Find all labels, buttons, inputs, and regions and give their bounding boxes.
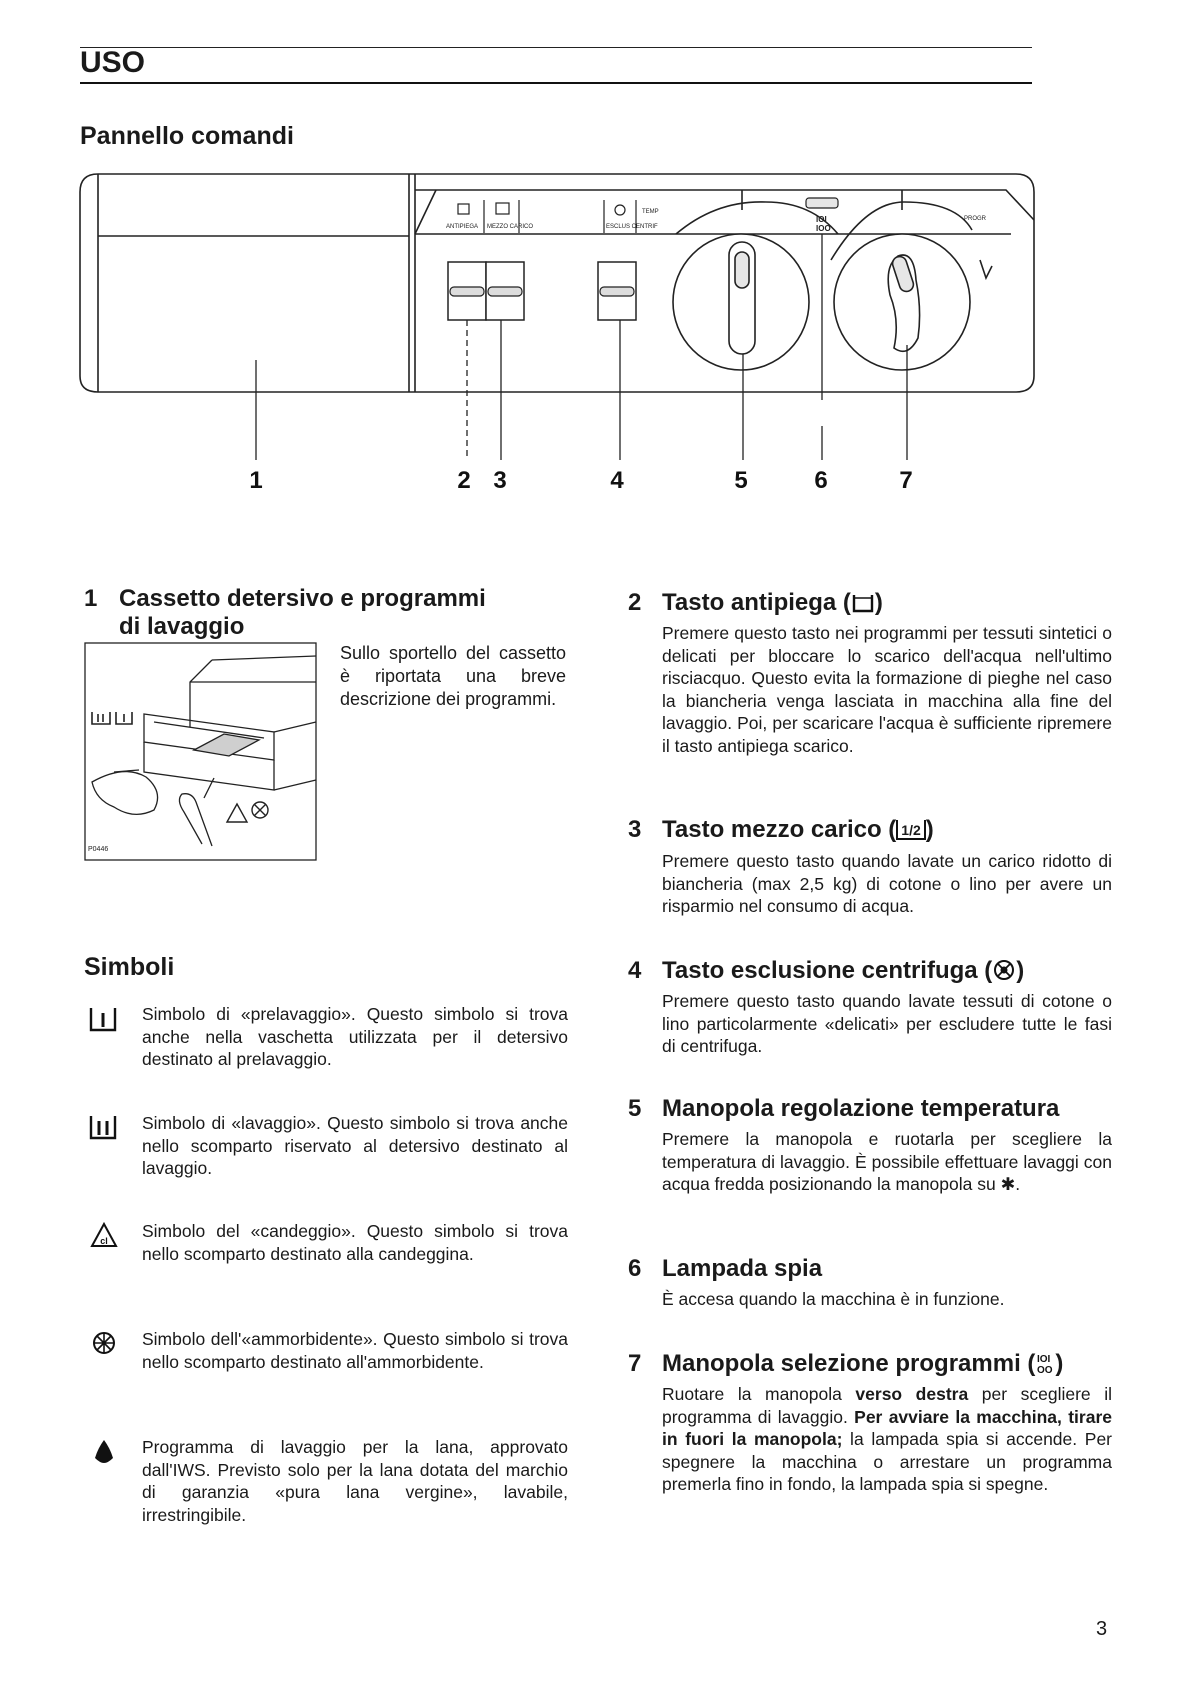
item-4-number: 4 <box>628 957 642 984</box>
header-top-rule <box>80 47 1032 48</box>
lamp-indicator-drawing <box>806 198 838 208</box>
symbols-title: Simboli <box>84 953 175 981</box>
callout-3: 3 <box>493 467 507 494</box>
item-4-title-end: ) <box>1016 957 1025 984</box>
item-1-number: 1 <box>84 585 98 612</box>
item-2-title <box>662 589 883 617</box>
symbol-softener-text: Simbolo dell'«ammorbidente». Questo simbolo si trova nello scomparto destinato all'ammorbidente. <box>142 1329 568 1372</box>
item-2-title-text: Tasto antipiega ( <box>662 589 851 616</box>
detergent-drawer-illustration <box>84 642 317 861</box>
item-4-title <box>662 957 1024 985</box>
figure-code: P0446 <box>88 846 109 853</box>
prewash-icon <box>88 1004 120 1034</box>
item-7-title <box>662 1350 1063 1378</box>
item-1-title-line1: Cassetto detersivo e programmi <box>119 585 486 612</box>
panel-label-progr: PROGR <box>964 216 987 222</box>
panel-label-temp: TEMP <box>642 209 659 215</box>
item-3-title-text: Tasto mezzo carico ( <box>662 816 897 843</box>
symbol-prewash-text: Simbolo di «prelavaggio». Questo simbolo si trova anche nella vaschetta utilizzata per il detersivo destinato al prelavaggio. <box>142 1004 568 1069</box>
item-6-title: Lampada spia <box>662 1255 823 1282</box>
item-3-text: Premere questo tasto quando lavate un carico ridotto di biancheria (max 2,5 kg) di cotone o lino per avere un risparmio nel consumo di acqua. <box>662 851 1112 916</box>
callout-6: 6 <box>814 467 828 494</box>
symbol-bleach-text: Simbolo del «candeggio». Questo simbolo si trova nello scomparto destinato alla candeggina. <box>142 1221 568 1264</box>
svg-text:IOI: IOI <box>816 215 827 224</box>
item-7-text: Ruotare la manopola verso destra per scegliere il programma di lavaggio. Per avviare la macchina, tirare in fuori la manopola; la lampada spia si accende. Per spegnere la macchina o arrestare un programma premerla fino in fondo, la lampada spia si spegne. <box>662 1384 1113 1494</box>
callout-4: 4 <box>610 467 624 494</box>
svg-text:cl: cl <box>100 1236 108 1246</box>
program-icon <box>1035 1351 1055 1375</box>
panel-label-antipiega: ANTIPIEGA <box>446 224 479 230</box>
item-5-text: Premere la manopola e ruotarla per scegliere la temperatura di lavaggio. È possibile effettuare lavaggi con acqua fredda posizionando la manopola su ✱. <box>662 1129 1112 1194</box>
item-7-title-end: ) <box>1055 1350 1064 1377</box>
header-bottom-rule <box>80 82 1032 84</box>
svg-text:IOI: IOI <box>1037 1354 1051 1365</box>
panel-label-mezzo-carico: MEZZO CARICO <box>487 224 533 230</box>
panel-title: Pannello comandi <box>80 122 294 150</box>
item-7-title-text: Manopola selezione programmi ( <box>662 1350 1036 1377</box>
item-4-text: Premere questo tasto quando lavate tessuti di cotone o lino particolarmente «delicati» per escludere tutte le fasi di centrifuga. <box>662 991 1112 1056</box>
item-5-title: Manopola regolazione temperatura <box>662 1095 1060 1122</box>
item-3-title-end: ) <box>925 816 934 843</box>
wool-icon <box>88 1436 120 1466</box>
panel-label-esclus-centrif: ESCLUS CENTRIF <box>606 224 658 230</box>
callout-2: 2 <box>457 467 471 494</box>
item-1-text: Sullo sportello del cassetto è riportata una breve descrizione dei programmi. <box>340 643 566 709</box>
item-2-number: 2 <box>628 589 642 616</box>
page-number: 3 <box>1096 1618 1108 1640</box>
item-2-text: Premere questo tasto nei programmi per tessuti sintetici o delicati per bloccare lo scarico dell'acqua nell'ultimo risciacquo. Questo evita la formazione di pieghe nel caso la biancheria venga lasciata in macchina alla fine del lavaggio. Poi, per scaricare l'acqua è sufficiente ripremere il tasto antipiega scarico. <box>662 623 1112 756</box>
item-1-title <box>119 585 486 641</box>
item-5-number: 5 <box>628 1095 642 1122</box>
control-panel-diagram <box>76 170 1040 505</box>
item-3-number: 3 <box>628 816 642 843</box>
callout-5: 5 <box>734 467 748 494</box>
item-6-number: 6 <box>628 1255 642 1282</box>
symbol-wool-text: Programma di lavaggio per la lana, approvato dall'IWS. Previsto solo per la lana dotata del marchio di garanzia «pura lana vergine», lavabile, irrestringibile. <box>142 1437 568 1525</box>
softener-icon <box>88 1328 120 1358</box>
svg-text:IOO: IOO <box>816 224 831 233</box>
item-6-text: È accesa quando la macchina è in funzione. <box>662 1289 1005 1309</box>
symbol-wash-text: Simbolo di «lavaggio». Questo simbolo si trova anche nello scomparto riservato al detersivo destinato al lavaggio. <box>142 1113 568 1178</box>
item-2-title-end: ) <box>874 589 883 616</box>
callout-1: 1 <box>249 467 263 494</box>
item-4-title-text: Tasto esclusione centrifuga ( <box>662 957 993 984</box>
item-3-title <box>662 816 934 844</box>
no-spin-icon <box>992 958 1016 982</box>
wash-icon <box>88 1112 120 1142</box>
svg-text:OO: OO <box>1037 1365 1053 1375</box>
item-7-number: 7 <box>628 1350 642 1377</box>
callout-7: 7 <box>899 467 913 494</box>
bleach-icon <box>88 1220 120 1250</box>
antipiega-icon <box>851 592 875 614</box>
item-1-title-line2: di lavaggio <box>119 613 245 640</box>
mezzo-carico-icon: 1/2 <box>896 820 925 840</box>
section-title: USO <box>80 46 146 79</box>
